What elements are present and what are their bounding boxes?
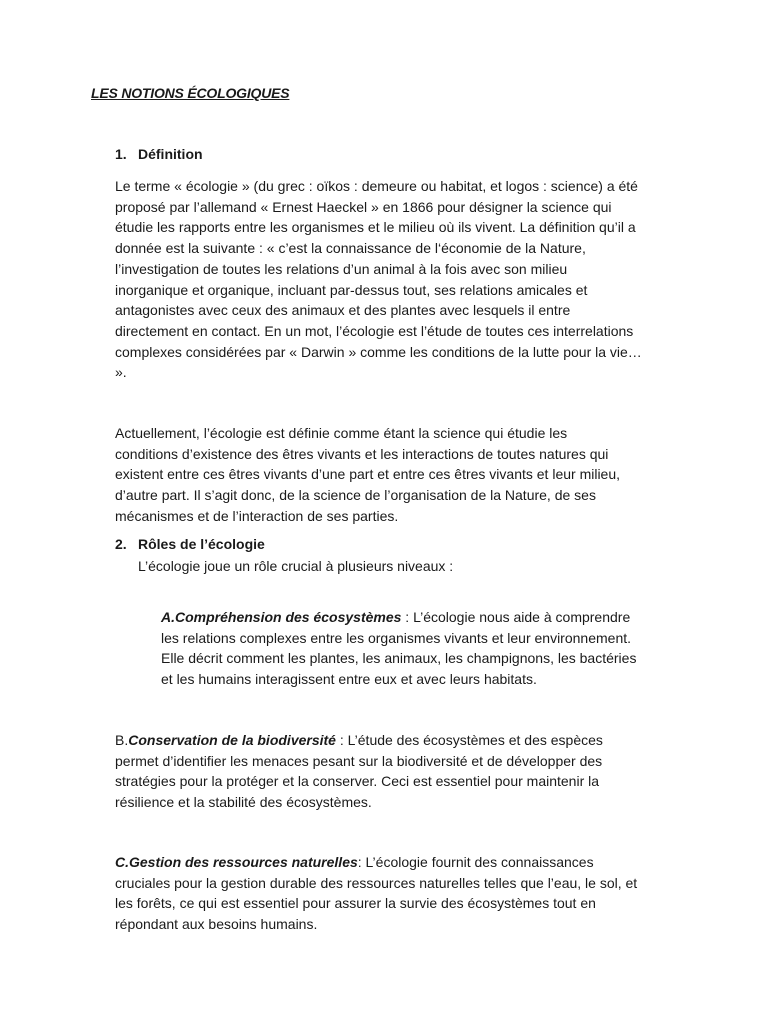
text-line — [161, 607, 636, 628]
role-b-prefix: B. — [115, 732, 129, 748]
section-1-heading — [115, 146, 203, 162]
definition-paragraph-2 — [115, 423, 620, 527]
text-line: stratégies pour la protéger et la conserver. Ceci est essentiel pour maintenir la — [115, 773, 600, 790]
text-line: proposé par l’allemand « Ernest Haeckel » en 1866 pour désigner la science qui — [115, 198, 612, 215]
text-line: Le terme « écologie » (du grec : oïkos : demeure ou habitat, et logos : science) a été — [115, 178, 638, 194]
role-c-label: C.Gestion des ressources naturelles — [115, 854, 358, 870]
role-a-paragraph — [161, 607, 636, 690]
section-2-heading — [115, 536, 265, 552]
text-line: conditions d’existence des êtres vivants et les interactions de toutes natures qui — [115, 445, 609, 462]
text-line: résilience et la stabilité des écosystèmes. — [115, 794, 372, 811]
text-line: mécanismes et de l’interaction de ses parties. — [115, 507, 399, 524]
role-b-label: Conservation de la biodiversité — [128, 732, 336, 748]
text-line: antagonistes avec ceux des animaux et des plantes avec lesquels il entre — [115, 302, 571, 319]
definition-paragraph-1 — [115, 176, 642, 383]
text-line: Elle décrit comment les plantes, les animaux, les champignons, les bactéries — [161, 650, 637, 667]
text-line: l’investigation de toutes les relations d’un animal à la fois avec son milieu — [115, 260, 568, 277]
text-line: inorganique et organique, incluant par-dessus tout, ses relations amicales et — [115, 281, 588, 298]
text-line: les relations complexes entre les organismes vivants et leur environnement. — [161, 629, 632, 646]
text-line: d’autre part. Il s’agit donc, de la science de l’organisation de la Nature, de ses — [115, 487, 596, 504]
roles-intro — [138, 556, 453, 577]
role-a-first-line: : L’écologie nous aide à comprendre — [401, 609, 631, 625]
section-2-number: 2. — [115, 536, 127, 552]
role-b-first-line: : L’étude des écosystèmes et des espèces — [335, 732, 603, 748]
text-line: les forêts, ce qui est essentiel pour assurer la survie des écosystèmes tout en — [115, 895, 596, 912]
text-line: Actuellement, l’écologie est définie comme étant la science qui étudie les — [115, 425, 568, 441]
section-1-title: Définition — [138, 146, 203, 162]
text-line: existent entre ces êtres vivants d’une part et entre ces êtres vivants et leur milieu, — [115, 466, 621, 483]
text-line: permet d’identifier les menaces pesant sur la biodiversité et de développer des — [115, 752, 603, 769]
document-title: LES NOTIONS ÉCOLOGIQUES — [91, 85, 290, 101]
role-c-first-line: : L’écologie fournit des connaissances — [357, 854, 594, 870]
text-line — [115, 730, 603, 751]
section-2-title: Rôles de l’écologie — [138, 536, 265, 552]
role-b-paragraph — [115, 730, 603, 813]
text-line — [115, 852, 637, 873]
text-line: donnée est la suivante : « c’est la connaissance de l‘économie de la Nature, — [115, 240, 586, 257]
section-1-number: 1. — [115, 146, 127, 162]
text-line: cruciales pour la gestion durable des ressources naturelles telles que l’eau, le sol, et — [115, 874, 638, 891]
text-line: répondant aux besoins humains. — [115, 916, 318, 933]
text-line: directement en contact. En un mot, l’écologie est l’étude de toutes ces interrelations — [115, 322, 634, 339]
text-line: ». — [115, 364, 127, 381]
text-line: L’écologie joue un rôle crucial à plusieurs niveaux : — [138, 558, 454, 574]
text-line: et les humains interagissent entre eux et avec leurs habitats. — [161, 671, 537, 688]
role-a-label: A.Compréhension des écosystèmes — [161, 609, 402, 625]
text-line: étudie les rapports entre les organismes et le milieu où ils vivent. La définition qu’il a — [115, 219, 636, 236]
role-c-paragraph — [115, 852, 637, 935]
text-line: complexes considérées par « Darwin » comme les conditions de la lutte pour la vie… — [115, 343, 642, 360]
